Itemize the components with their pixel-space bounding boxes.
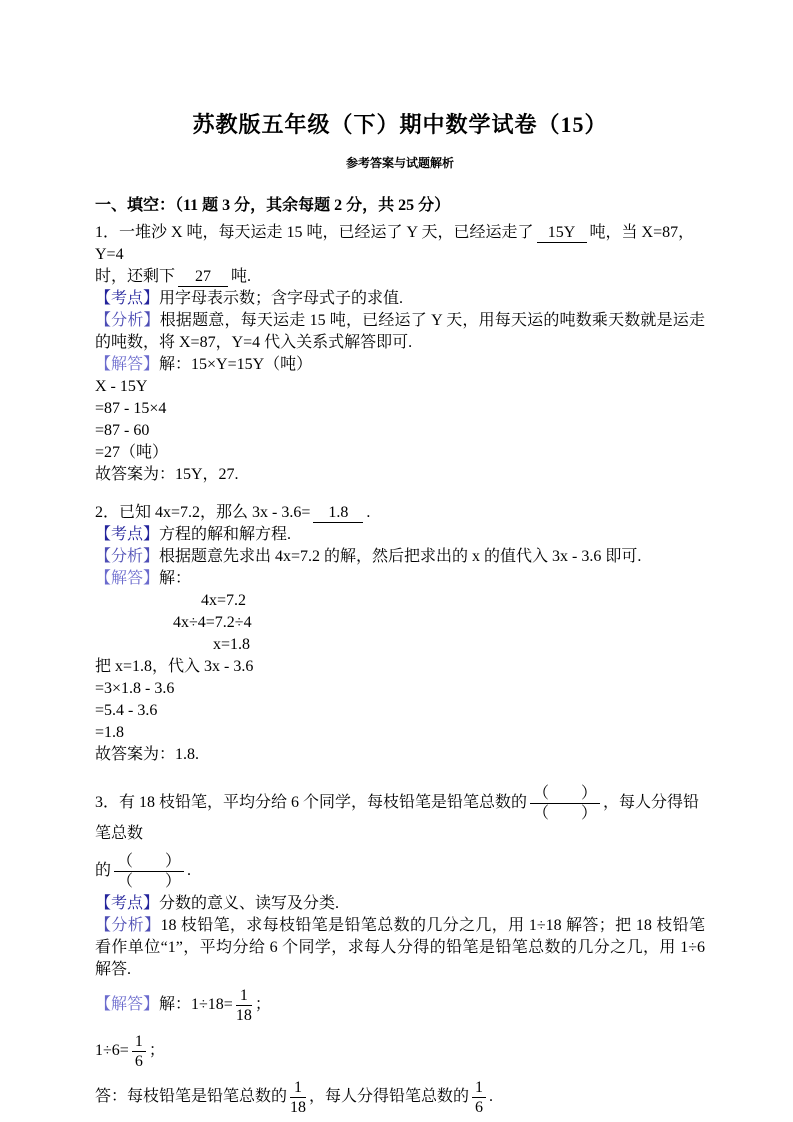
q2-step-4: =1.8 (95, 724, 125, 741)
q3-answer-fraction-1-18-denominator: 18 (290, 1099, 307, 1116)
q1-step-1: X - 15Y (95, 378, 148, 395)
q2-stem-line (95, 502, 705, 524)
q1-kaodian-line (95, 288, 705, 310)
fenxi-label: 【分析】 (95, 548, 160, 565)
q3-line2-prefix: 1÷6= (95, 1042, 129, 1060)
q1-jieda-text: 解：15×Y=15Y（吨） (159, 356, 313, 373)
q2-stem-text-2: . (366, 504, 371, 521)
q3-answer-text-2: ，每人分得铅笔总数的 (309, 1088, 470, 1106)
q3-stem-text-3: 的 (95, 862, 112, 880)
q1-answer-blank-1: 15Y (537, 224, 587, 243)
q3-answer-fraction-1-18 (290, 1078, 306, 1117)
fenxi-label: 【分析】 (95, 312, 160, 329)
q2-step-2: =3×1.8 - 3.6 (95, 680, 175, 697)
q3-answer-text-3: . (489, 1088, 494, 1106)
q1-stem-text-3: 时，还剩下 (95, 268, 176, 285)
page-title: 苏教版五年级（下）期中数学试卷（15） (192, 112, 608, 137)
q1-kaodian-text: 用字母表示数；含字母式子的求值. (159, 290, 404, 307)
q3-fraction-1-6-numerator: 1 (132, 1032, 146, 1052)
q3-answer-fraction-1-6 (472, 1078, 486, 1117)
q3-jieda-line-2 (95, 1030, 705, 1073)
q3-stem-text-1: 3．有 18 枝铅笔，平均分给 6 个同学，每枝铅笔是铅笔总数的 (95, 794, 528, 812)
q2-step-1: 把 x=1.8，代入 3x - 3.6 (95, 658, 254, 675)
q1-stem-text-2: 吨，当 X=87，Y=4 (95, 224, 695, 263)
q1-stem-line-2 (95, 266, 705, 288)
q3-fraction-1-18-numerator: 1 (236, 986, 252, 1006)
question-3 (95, 782, 705, 1119)
q1-jieda-line (95, 354, 705, 376)
question-1 (95, 222, 705, 486)
q3-stem-line-1 (95, 782, 705, 847)
q3-stem-text-4: . (187, 862, 192, 880)
q3-blank-fraction-1-denominator: （ ） (533, 805, 598, 822)
q3-kaodian-line (95, 893, 705, 915)
q3-line2-suffix: ； (148, 1042, 165, 1060)
q3-blank-fraction-2-numerator: （ ） (114, 852, 184, 872)
jieda-label: 【解答】 (95, 356, 160, 373)
q1-answer-blank-2: 27 (178, 268, 228, 287)
q3-stem-text-2: ，每人分得铅笔总数 (95, 794, 700, 842)
q3-jieda-prefix: 解：1÷18= (159, 996, 233, 1014)
q2-final-answer: 故答案为：1.8. (95, 746, 200, 763)
q2-kaodian-line (95, 524, 705, 546)
jieda-label: 【解答】 (95, 996, 160, 1014)
q2-equation-3: x=1.8 (213, 636, 251, 653)
q3-answer-line (95, 1076, 705, 1119)
q3-blank-fraction-2 (114, 852, 184, 891)
q2-equation-2: 4x÷4=7.2÷4 (173, 614, 252, 631)
q1-final-answer: 故答案为：15Y，27. (95, 466, 239, 483)
q3-kaodian-text: 分数的意义、读写及分类. (159, 895, 340, 912)
q1-step-3: =87 - 60 (95, 422, 150, 439)
q1-stem-text-1: 1．一堆沙 X 吨，每天运走 15 吨，已经运了 Y 天，已经运走了 (95, 224, 534, 241)
q2-step-3: =5.4 - 3.6 (95, 702, 158, 719)
kaodian-label: 【考点】 (95, 526, 160, 543)
q2-answer-blank-1: 1.8 (313, 504, 363, 523)
q3-jieda-line-1 (95, 984, 705, 1027)
kaodian-label: 【考点】 (95, 290, 160, 307)
q3-fraction-1-18-denominator: 18 (235, 1007, 252, 1024)
q2-equation-1: 4x=7.2 (201, 592, 247, 609)
q3-blank-fraction-1-numerator: （ ） (530, 784, 600, 804)
q1-step-2: =87 - 15×4 (95, 400, 167, 417)
q3-blank-fraction-1 (530, 784, 600, 823)
q3-stem-line-2 (95, 850, 705, 893)
q3-fraction-1-6-denominator: 6 (134, 1053, 143, 1070)
q3-answer-text-1: 答：每枝铅笔是铅笔总数的 (95, 1088, 288, 1106)
q3-fenxi-para (95, 915, 705, 981)
q3-answer-fraction-1-6-denominator: 6 (475, 1099, 484, 1116)
q1-stem-line-1 (95, 222, 705, 266)
q3-blank-fraction-2-denominator: （ ） (117, 873, 182, 890)
q2-stem-text-1: 2．已知 4x=7.2，那么 3x - 3.6= (95, 504, 311, 521)
q3-answer-fraction-1-18-numerator: 1 (290, 1078, 306, 1098)
q2-fenxi-text: 根据题意先求出 4x=7.2 的解，然后把求出的 x 的值代入 3x - 3.6 即可. (159, 548, 642, 565)
page-subtitle: 参考答案与试题解析 (345, 156, 454, 170)
fenxi-label: 【分析】 (95, 917, 161, 934)
q2-jieda-text: 解： (159, 570, 192, 587)
q3-fraction-1-6 (132, 1032, 146, 1071)
q3-jieda-suffix: ； (254, 996, 271, 1014)
q1-stem-text-4: 吨. (231, 268, 252, 285)
section-header: 一、填空：（11 题 3 分，其余每题 2 分，共 25 分） (95, 197, 451, 214)
kaodian-label: 【考点】 (95, 895, 160, 912)
q2-fenxi-para (95, 546, 705, 568)
q2-kaodian-text: 方程的解和解方程. (159, 526, 292, 543)
question-2 (95, 502, 705, 766)
q2-jieda-line (95, 568, 705, 590)
q1-step-4: =27（吨） (95, 444, 169, 461)
q3-answer-fraction-1-6-numerator: 1 (472, 1078, 486, 1098)
q3-fenxi-text: 18 枝铅笔，求每枝铅笔是铅笔总数的几分之几，用 1÷18 解答；把 18 枝铅笔看作单位“1”，平均分给 6 个同学，求每人分得的铅笔是铅笔总数的几分之几，用 1÷6 解答. (95, 917, 705, 978)
q3-fraction-1-18 (236, 986, 252, 1025)
q1-fenxi-para (95, 310, 705, 354)
jieda-label: 【解答】 (95, 570, 160, 587)
q1-fenxi-text: 根据题意，每天运走 15 吨，已经运了 Y 天，用每天运的吨数乘天数就是运走的吨数，将 X=87，Y=4 代入关系式解答即可. (95, 312, 705, 351)
